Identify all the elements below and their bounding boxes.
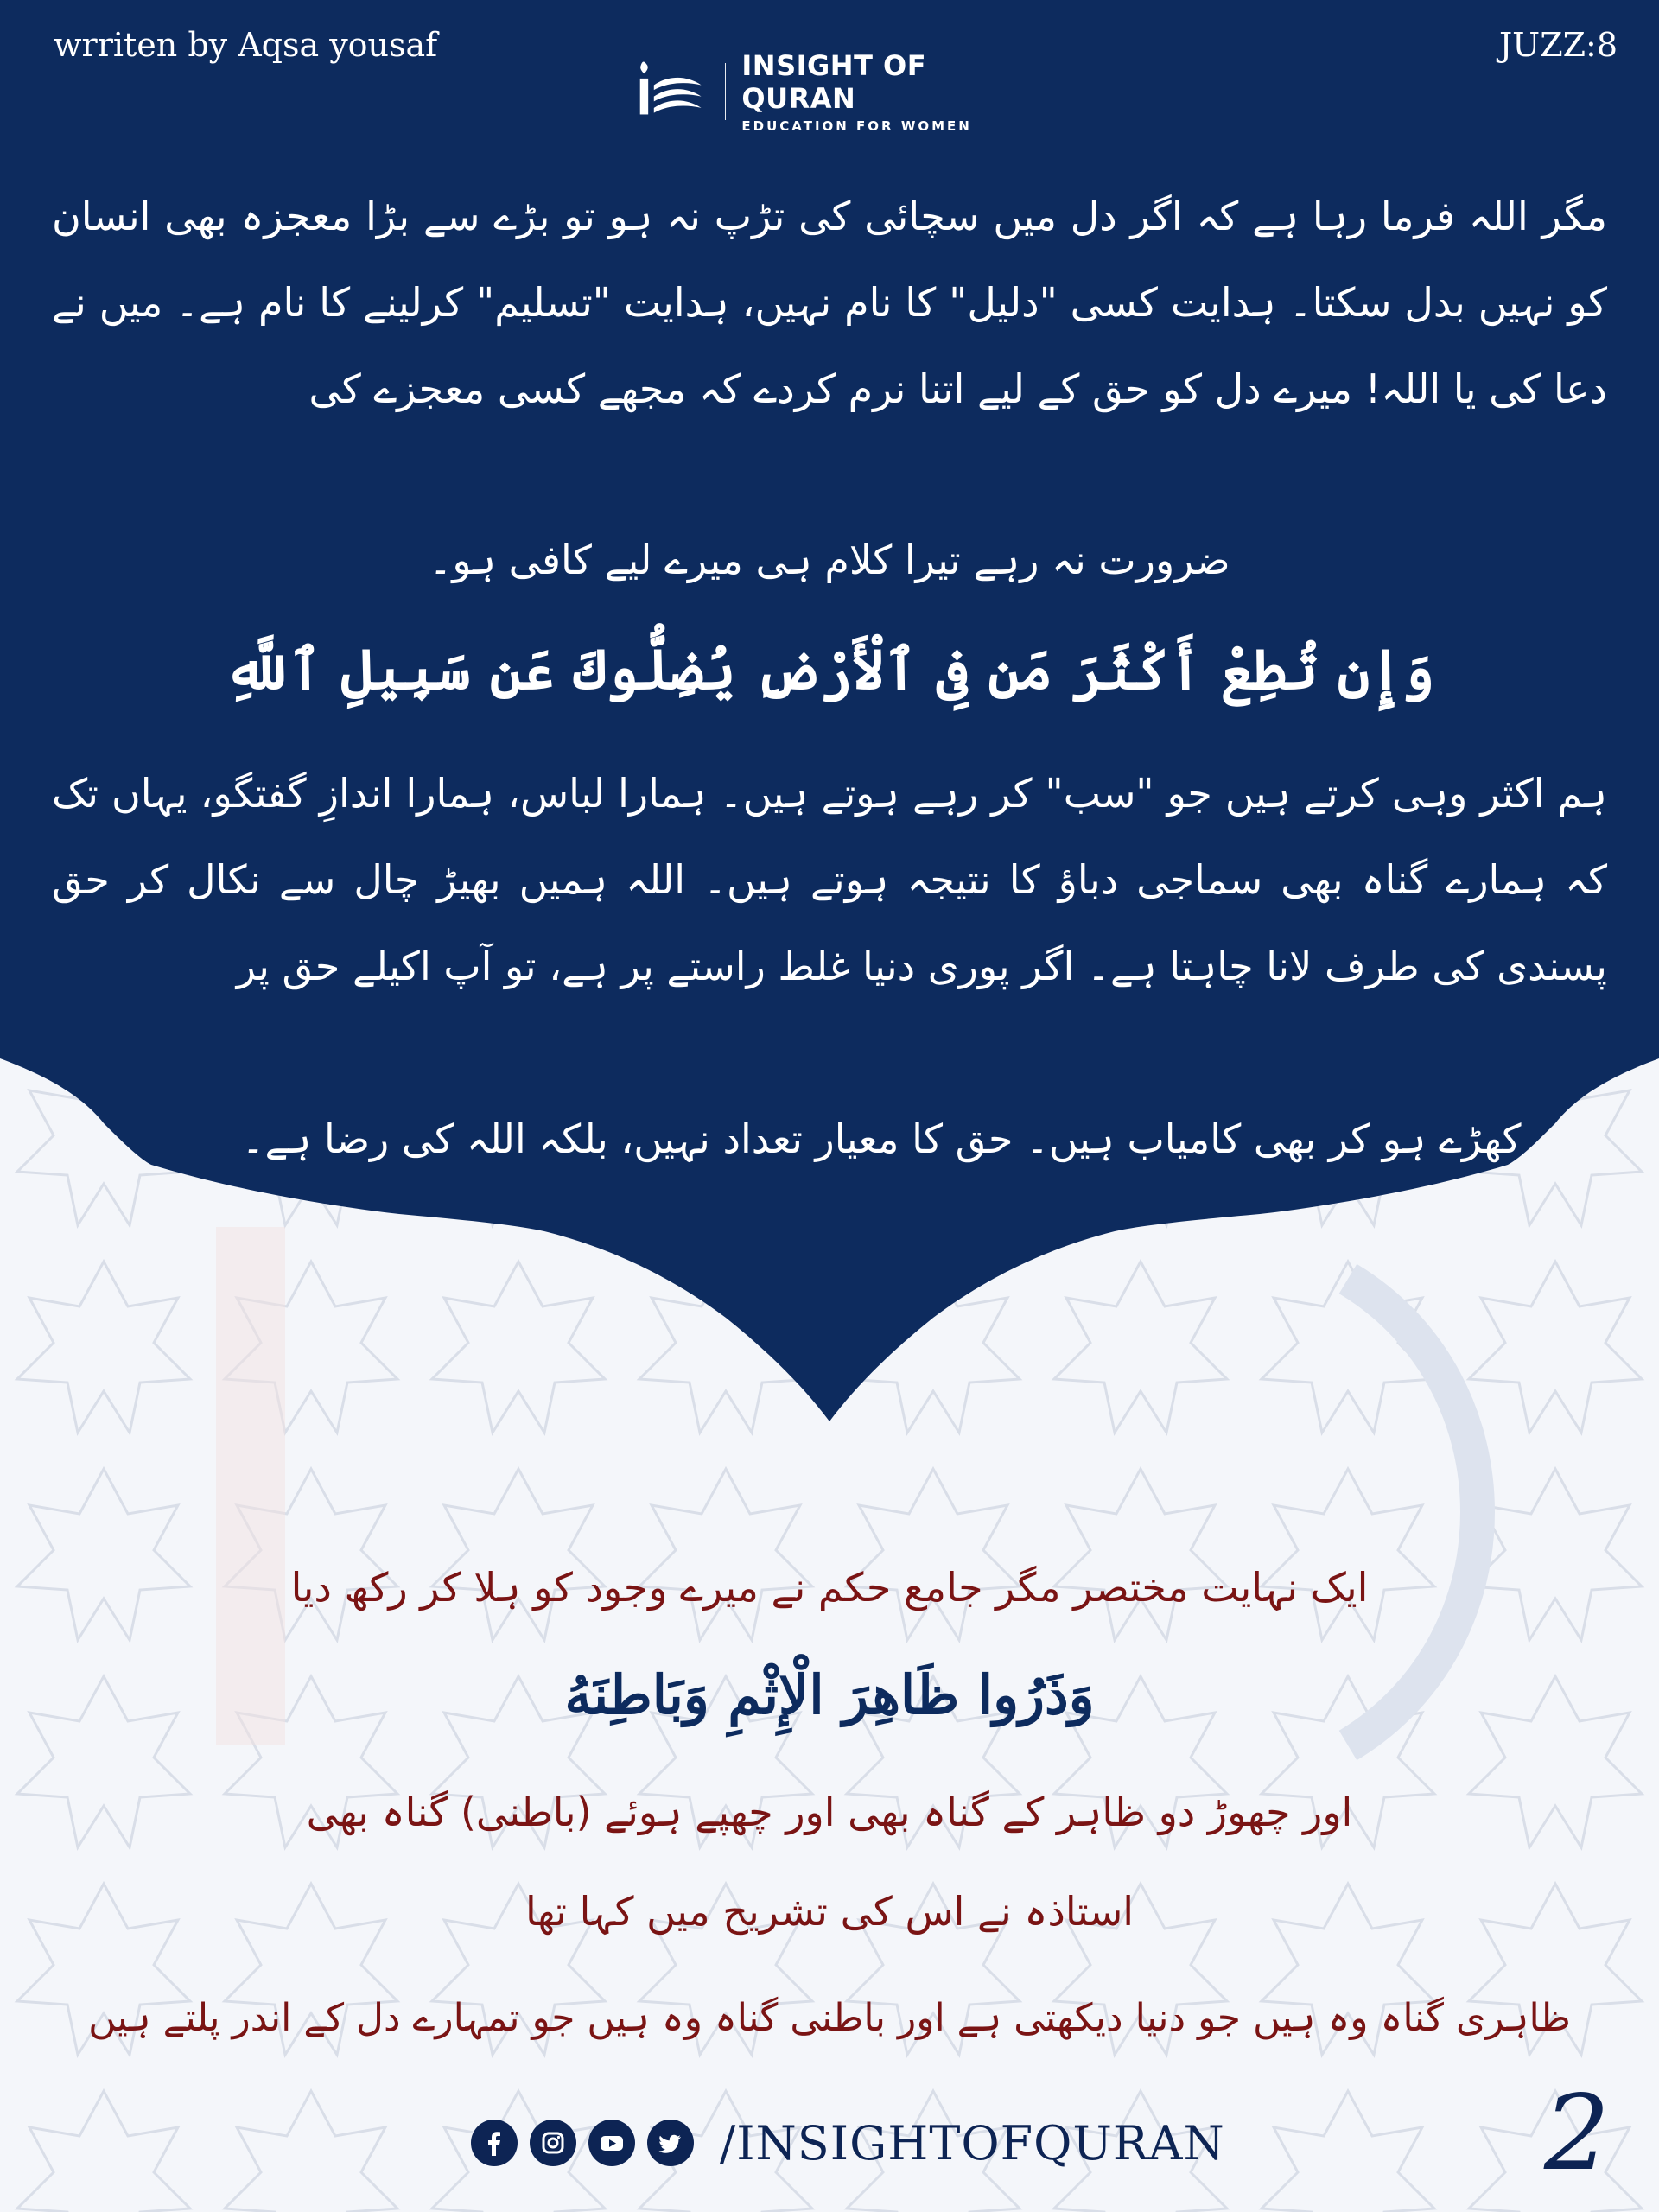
sin-explanation: ظاہری گناہ وہ ہیں جو دنیا دیکھتی ہے اور باطنی گناہ وہ ہیں جو تمہارے دل کے اندر پلتے ہیں — [88, 1996, 1571, 2040]
teacher-note: استاذہ نے اس کی تشریح میں کہا تھا — [524, 1888, 1135, 1935]
reflection-paragraph-2-closing: کھڑے ہو کر بھی کامیاب ہیں۔ حق کا معیار تعداد نہیں، بلکہ اللہ کی رضا ہے۔ — [241, 1116, 1522, 1162]
reflection-paragraph-2: ہم اکثر وہی کرتے ہیں جو "سب" کر رہے ہوتے ہیں۔ ہمارا لباس، ہمارا اندازِ گفتگو، یہاں تک کہ ہمارے گناہ بھی سماجی دباؤ کا نتیجہ ہوتے ہیں۔ اللہ ہمیں بھیڑ چال سے نکال کر حق پسندی کی طرف لانا چاہتا ہے۔ اگر پوری دنیا غلط راستے پر ہے، تو آپ اکیلے حق پر — [52, 770, 1607, 989]
logo-mark-icon — [636, 55, 718, 128]
logo-title: INSIGHT OF QURAN — [741, 49, 927, 115]
author-credit: wrriten by Aqsa yousaf — [54, 26, 438, 64]
facebook-icon[interactable] — [471, 2120, 518, 2166]
reflection-paragraph-1: مگر اللہ فرما رہا ہے کہ اگر دل میں سچائی کی تڑپ نہ ہو تو بڑے سے بڑا معجزہ بھی انسان کو نہیں بدل سکتا۔ ہدایت کسی "دلیل" کا نام نہیں، ہدایت "تسلیم" کرلینے کا نام ہے۔ میں نے دعا کی یا اللہ! میرے دل کو حق کے لیے اتنا نرم کردے کہ مجھے کسی معجزے کی — [52, 193, 1607, 412]
verse-translation: اور چھوڑ دو ظاہر کے گناہ بھی اور چھپے ہوئے (باطنی) گناہ بھی — [306, 1789, 1353, 1835]
quran-verse-1: وَإِن تُطِعْ أَكْثَرَ مَن فِى ٱلْأَرْضِ يُضِلُّوكَ عَن سَبِيلِ ٱللَّهِ — [224, 638, 1435, 702]
reflection-paragraph-1-closing: ضرورت نہ رہے تیرا کلام ہی میرے لیے کافی ہو۔ — [429, 537, 1230, 583]
instagram-icon[interactable] — [530, 2120, 576, 2166]
logo-subtitle: EDUCATION FOR WOMEN — [741, 118, 972, 134]
brand-logo — [636, 49, 1033, 134]
juzz-label: JUZZ:8 — [1498, 26, 1618, 64]
twitter-icon[interactable] — [647, 2120, 694, 2166]
logo-divider — [725, 63, 727, 120]
social-footer — [471, 2113, 1225, 2173]
quran-verse-2: وَذَرُوا ظَاهِرَ الْإِثْمِ وَبَاطِنَهُ — [564, 1663, 1095, 1726]
youtube-icon[interactable] — [588, 2120, 635, 2166]
page-number: 2 — [1543, 2074, 1611, 2194]
intro-line: ایک نہایت مختصر مگر جامع حکم نے میرے وجود کو ہلا کر رکھ دیا — [290, 1564, 1369, 1611]
logo-text — [741, 49, 1033, 134]
social-handle[interactable]: /INSIGHTOFQURAN — [720, 2115, 1225, 2171]
